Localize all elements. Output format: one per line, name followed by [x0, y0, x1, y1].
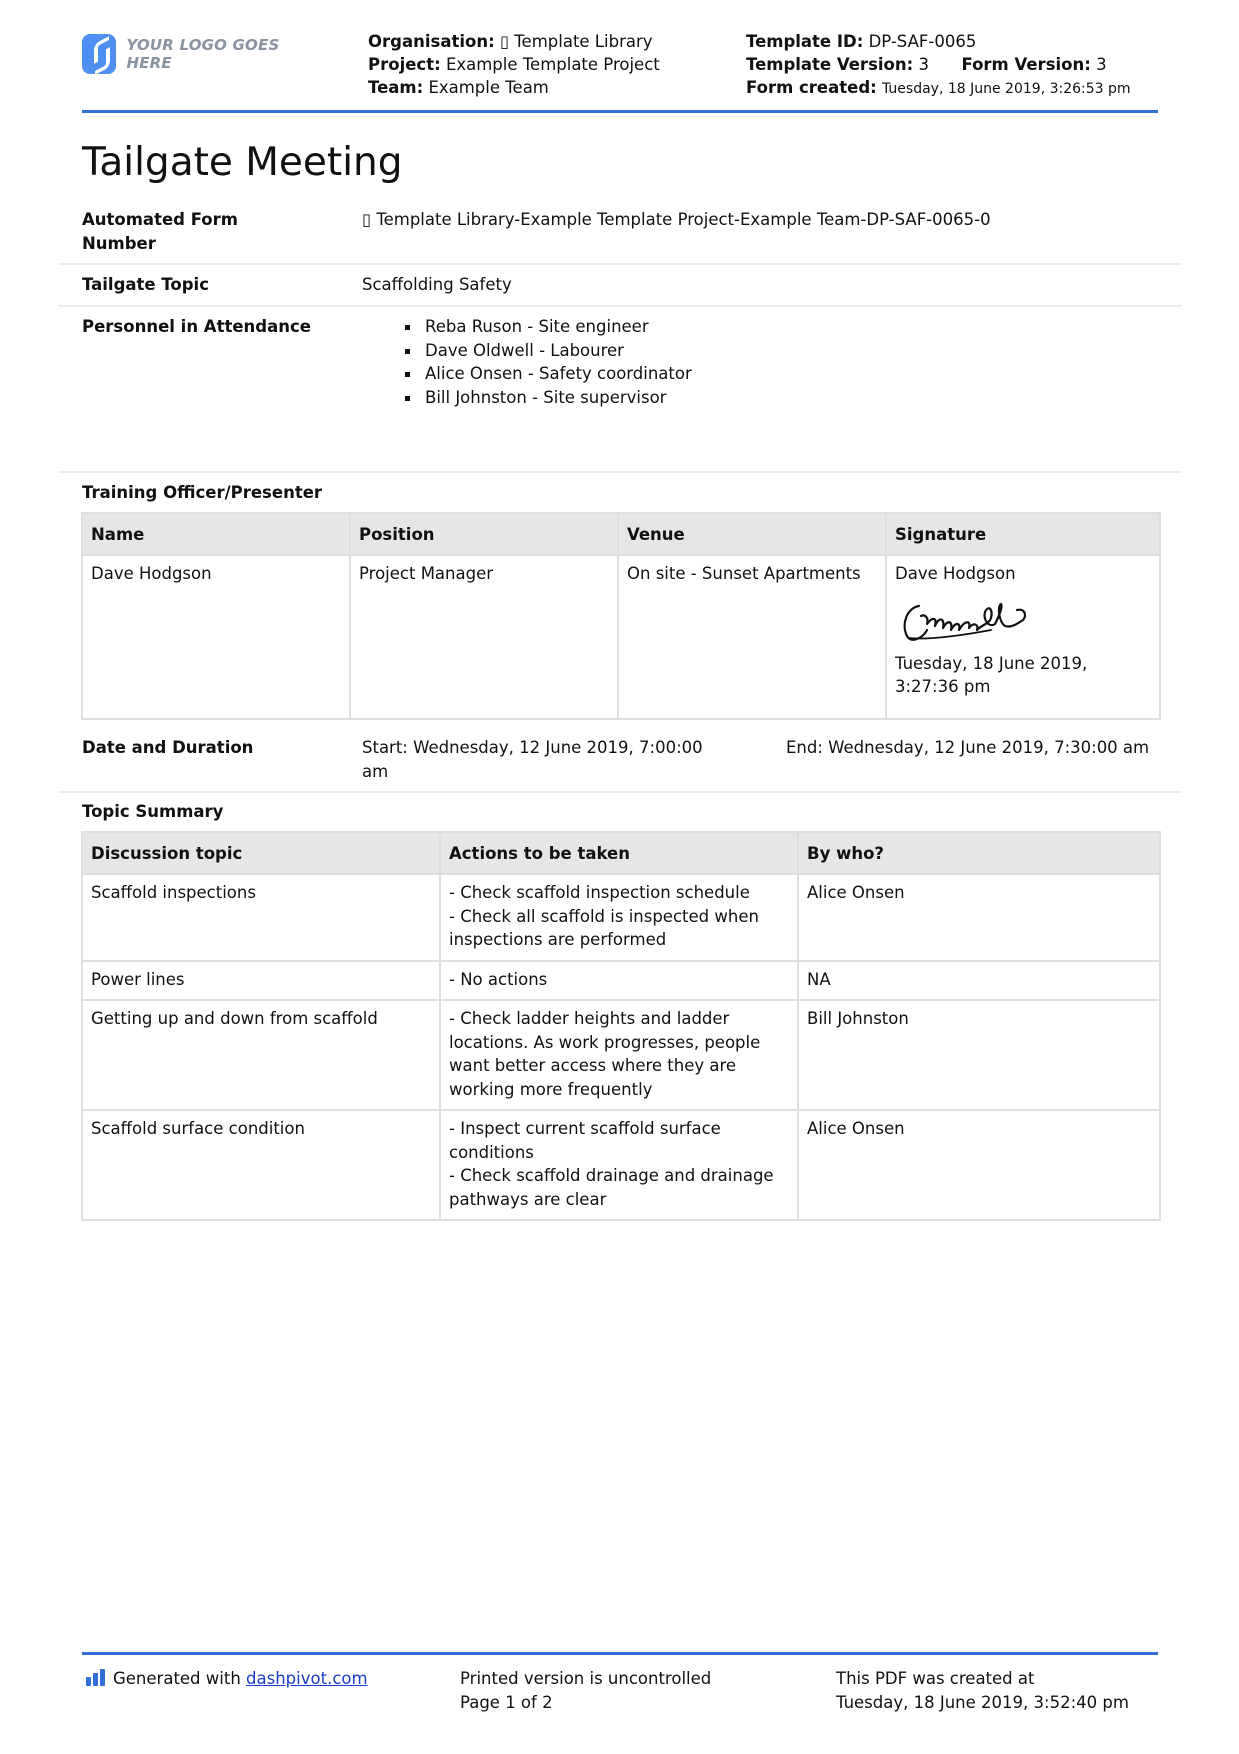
project-value: Example Template Project — [445, 55, 660, 74]
pdf-created-label: This PDF was created at — [836, 1669, 1035, 1688]
action-line: - Check ladder heights and ladder locations. As work progresses, people want better access where they are working more frequently — [449, 1009, 761, 1099]
form-number-label: Automated Form Number — [82, 210, 238, 253]
template-version-label: Template Version: — [746, 55, 914, 74]
page-title: Tailgate Meeting — [82, 140, 403, 185]
form-created-label: Form created: — [746, 78, 877, 97]
responsible-person: Alice Onsen — [798, 874, 1160, 961]
footer-divider — [82, 1652, 1158, 1655]
attendance-list-wrap — [385, 315, 692, 409]
action-line: - No actions — [449, 969, 548, 989]
table-header-row — [82, 513, 1160, 555]
bar-chart-icon — [86, 1669, 105, 1686]
logo-icon — [82, 34, 116, 74]
team-value: Example Team — [428, 78, 549, 97]
discussion-topic: Getting up and down from scaffold — [82, 1000, 440, 1110]
logo-text: YOUR LOGO GOES HERE — [126, 36, 280, 72]
generated-prefix: Generated with — [113, 1669, 241, 1688]
date-start: Start: Wednesday, 12 June 2019, 7:00:00 am — [362, 738, 703, 781]
header-meta-right — [746, 30, 1131, 101]
date-end: End: Wednesday, 12 June 2019, 7:30:00 am — [786, 738, 1150, 757]
page-number: Page 1 of 2 — [460, 1692, 553, 1712]
action-line: - Check all scaffold is inspected when inspections are performed — [449, 906, 759, 949]
table-header-row — [82, 832, 1160, 874]
discussion-topic: Power lines — [82, 961, 440, 1001]
presenter-venue: On site - Sunset Apartments — [618, 555, 886, 719]
attendance-item: Reba Ruson - Site engineer — [425, 315, 692, 339]
action-line: - Check scaffold inspection schedule — [449, 883, 750, 902]
responsible-person: Bill Johnston — [798, 1000, 1160, 1110]
presenter-position: Project Manager — [350, 555, 618, 719]
column-header: Venue — [618, 513, 886, 555]
header-divider — [82, 110, 1158, 113]
table-row — [82, 874, 1160, 961]
project-label: Project: — [368, 55, 441, 74]
template-id-label: Template ID: — [746, 32, 864, 51]
attendance-item: Alice Onsen - Safety coordinator — [425, 362, 692, 386]
signature-cell — [886, 555, 1160, 719]
form-version-value: 3 — [1096, 55, 1107, 74]
column-header: Name — [82, 513, 350, 555]
responsible-person: NA — [798, 961, 1160, 1001]
column-header: By who? — [798, 832, 1160, 874]
attendance-list — [385, 315, 692, 409]
divider — [58, 471, 1182, 473]
organisation-value: ▯ Template Library — [499, 32, 653, 51]
attendance-label: Personnel in Attendance — [82, 317, 311, 336]
template-id-value: DP-SAF-0065 — [868, 32, 977, 51]
responsible-person: Alice Onsen — [798, 1110, 1160, 1220]
table-row — [82, 555, 1160, 719]
divider — [58, 305, 1182, 307]
tailgate-topic-value: Scaffolding Safety — [362, 275, 512, 294]
uncontrolled-notice: Printed version is uncontrolled — [460, 1669, 712, 1688]
table-row — [82, 1000, 1160, 1110]
footer-right — [836, 1667, 1129, 1714]
topic-summary-table — [81, 831, 1161, 1221]
action-line: - Inspect current scaffold surface conditions — [449, 1119, 721, 1162]
column-header: Actions to be taken — [440, 832, 798, 874]
attendance-item: Bill Johnston - Site supervisor — [425, 386, 692, 410]
divider — [58, 263, 1182, 265]
attendance-item: Dave Oldwell - Labourer — [425, 339, 692, 363]
form-number-value: ▯ Template Library-Example Template Project-Example Team-DP-SAF-0065-0 — [362, 210, 991, 229]
actions-cell — [440, 961, 798, 1001]
footer-generated — [86, 1667, 368, 1691]
training-officer-label: Training Officer/Presenter — [82, 483, 323, 502]
signature-name: Dave Hodgson — [895, 564, 1016, 583]
date-duration-label: Date and Duration — [82, 738, 254, 757]
training-officer-table — [81, 512, 1161, 720]
actions-cell — [440, 1110, 798, 1220]
company-logo — [82, 32, 302, 76]
organisation-label: Organisation: — [368, 32, 495, 51]
table-row — [82, 1110, 1160, 1220]
template-version-value: 3 — [918, 55, 929, 74]
signature-image — [899, 594, 1031, 648]
pdf-created-value: Tuesday, 18 June 2019, 3:52:40 pm — [836, 1692, 1129, 1712]
team-label: Team: — [368, 78, 424, 97]
presenter-name: Dave Hodgson — [82, 555, 350, 719]
divider — [58, 791, 1182, 793]
actions-cell — [440, 1000, 798, 1110]
discussion-topic: Scaffold surface condition — [82, 1110, 440, 1220]
actions-cell — [440, 874, 798, 961]
form-version-label: Form Version: — [961, 55, 1091, 74]
column-header: Position — [350, 513, 618, 555]
discussion-topic: Scaffold inspections — [82, 874, 440, 961]
tailgate-topic-label: Tailgate Topic — [82, 275, 209, 294]
header-meta-left — [368, 30, 660, 99]
form-created-value: Tuesday, 18 June 2019, 3:26:53 pm — [882, 81, 1131, 97]
topic-summary-label: Topic Summary — [82, 802, 224, 821]
action-line: - Check scaffold drainage and drainage pathways are clear — [449, 1166, 774, 1209]
column-header: Discussion topic — [82, 832, 440, 874]
signature-date: Tuesday, 18 June 2019, 3:27:36 pm — [895, 653, 1088, 696]
dashpivot-link[interactable]: dashpivot.com — [246, 1669, 368, 1688]
table-row — [82, 961, 1160, 1001]
column-header: Signature — [886, 513, 1160, 555]
footer-center — [460, 1667, 711, 1714]
